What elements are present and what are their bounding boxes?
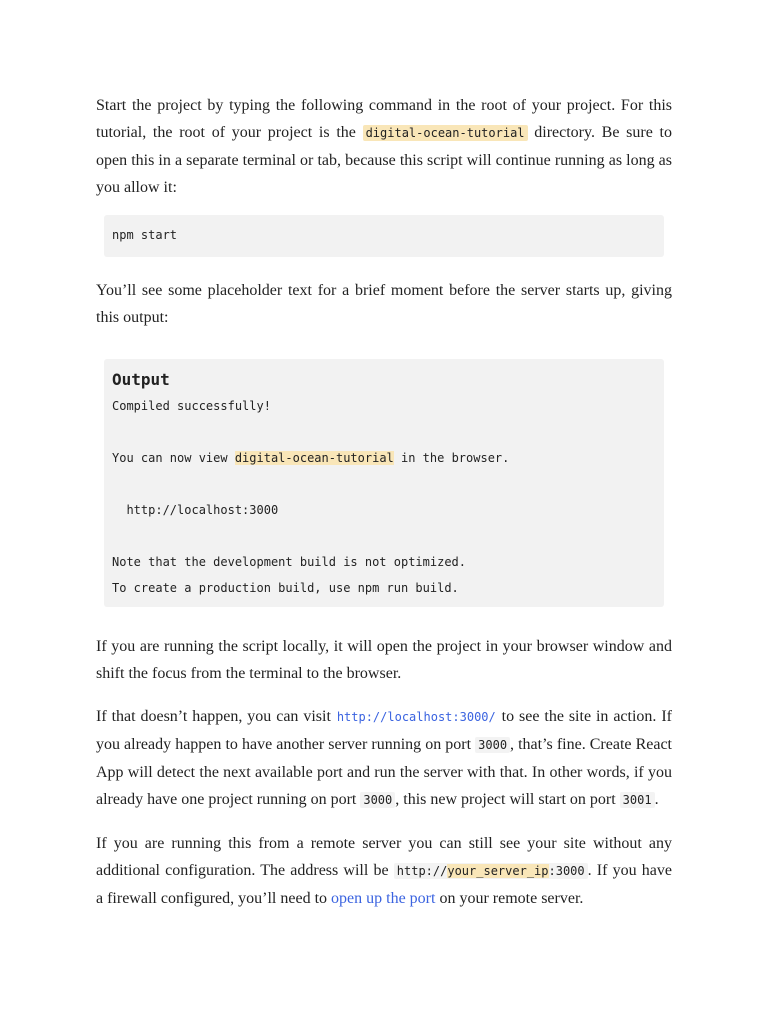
output-line: Compiled successfully! bbox=[112, 399, 271, 413]
output-line bbox=[112, 445, 656, 471]
article-content bbox=[96, 92, 672, 912]
output-line: Note that the development build is not optimized. bbox=[112, 555, 467, 569]
paragraph-text: . If you have a firewall configured, you’ll need to bbox=[96, 862, 672, 907]
paragraph-text: If you are running this from a remote server you can still see your site without any additional configuration. The address will be bbox=[96, 835, 672, 879]
inline-code-port: 3000 bbox=[360, 792, 395, 808]
paragraph-remote-server bbox=[96, 830, 672, 912]
paragraph-start-project bbox=[96, 92, 672, 201]
address-highlight: your_server_ip bbox=[447, 864, 549, 878]
output-blank-line bbox=[112, 523, 656, 549]
output-text: in the browser. bbox=[393, 451, 510, 465]
command-code-block bbox=[104, 215, 664, 257]
paragraph-text: Start the project by typing the following command in the root of your project. For this tutorial, the root of your project is the bbox=[96, 97, 672, 141]
output-line: http://localhost:3000 bbox=[112, 503, 279, 517]
paragraph-text: on your remote server. bbox=[435, 890, 584, 907]
paragraph-text: to see the site in action. If you already happen to have another server running on port bbox=[96, 708, 672, 753]
inline-code-address bbox=[394, 863, 588, 879]
paragraph-text: directory. Be sure to open this in a separate terminal or tab, because this script will continue running as long as you allow it: bbox=[96, 124, 672, 196]
output-highlight: digital-ocean-tutorial bbox=[234, 451, 394, 465]
paragraph-running-locally bbox=[96, 633, 672, 687]
inline-code-port: 3001 bbox=[620, 792, 655, 808]
open-port-link[interactable]: open up the port bbox=[331, 890, 436, 907]
output-text: You can now view bbox=[112, 451, 235, 465]
paragraph-text: . bbox=[654, 791, 659, 808]
paragraph-placeholder-text bbox=[96, 277, 672, 331]
localhost-link[interactable]: http://localhost:3000/ bbox=[336, 710, 496, 724]
inline-code-port: 3000 bbox=[475, 737, 510, 753]
paragraph-visit-localhost bbox=[96, 703, 672, 814]
paragraph-text: , this new project will start on port bbox=[395, 791, 620, 808]
address-suffix: :3000 bbox=[548, 864, 585, 878]
output-blank-line bbox=[112, 419, 656, 445]
paragraph-text: If that doesn’t happen, you can visit bbox=[96, 708, 336, 725]
address-prefix: http:// bbox=[396, 864, 448, 878]
command-line: npm start bbox=[112, 228, 178, 242]
paragraph-text: If you are running the script locally, it will open the project in your browser window and shift the focus from the terminal to the browser. bbox=[96, 638, 672, 682]
output-blank-line bbox=[112, 471, 656, 497]
output-line: To create a production build, use npm run build. bbox=[112, 581, 459, 595]
inline-code-directory: digital-ocean-tutorial bbox=[363, 125, 528, 141]
paragraph-text: You’ll see some placeholder text for a brief moment before the server starts up, giving this output: bbox=[96, 282, 672, 326]
output-code-block bbox=[104, 359, 664, 607]
output-title: Output bbox=[112, 370, 170, 389]
paragraph-text: , that’s fine. Create React App will detect the next available port and run the server with that. In other words, if you already have one project running on port bbox=[96, 736, 672, 808]
